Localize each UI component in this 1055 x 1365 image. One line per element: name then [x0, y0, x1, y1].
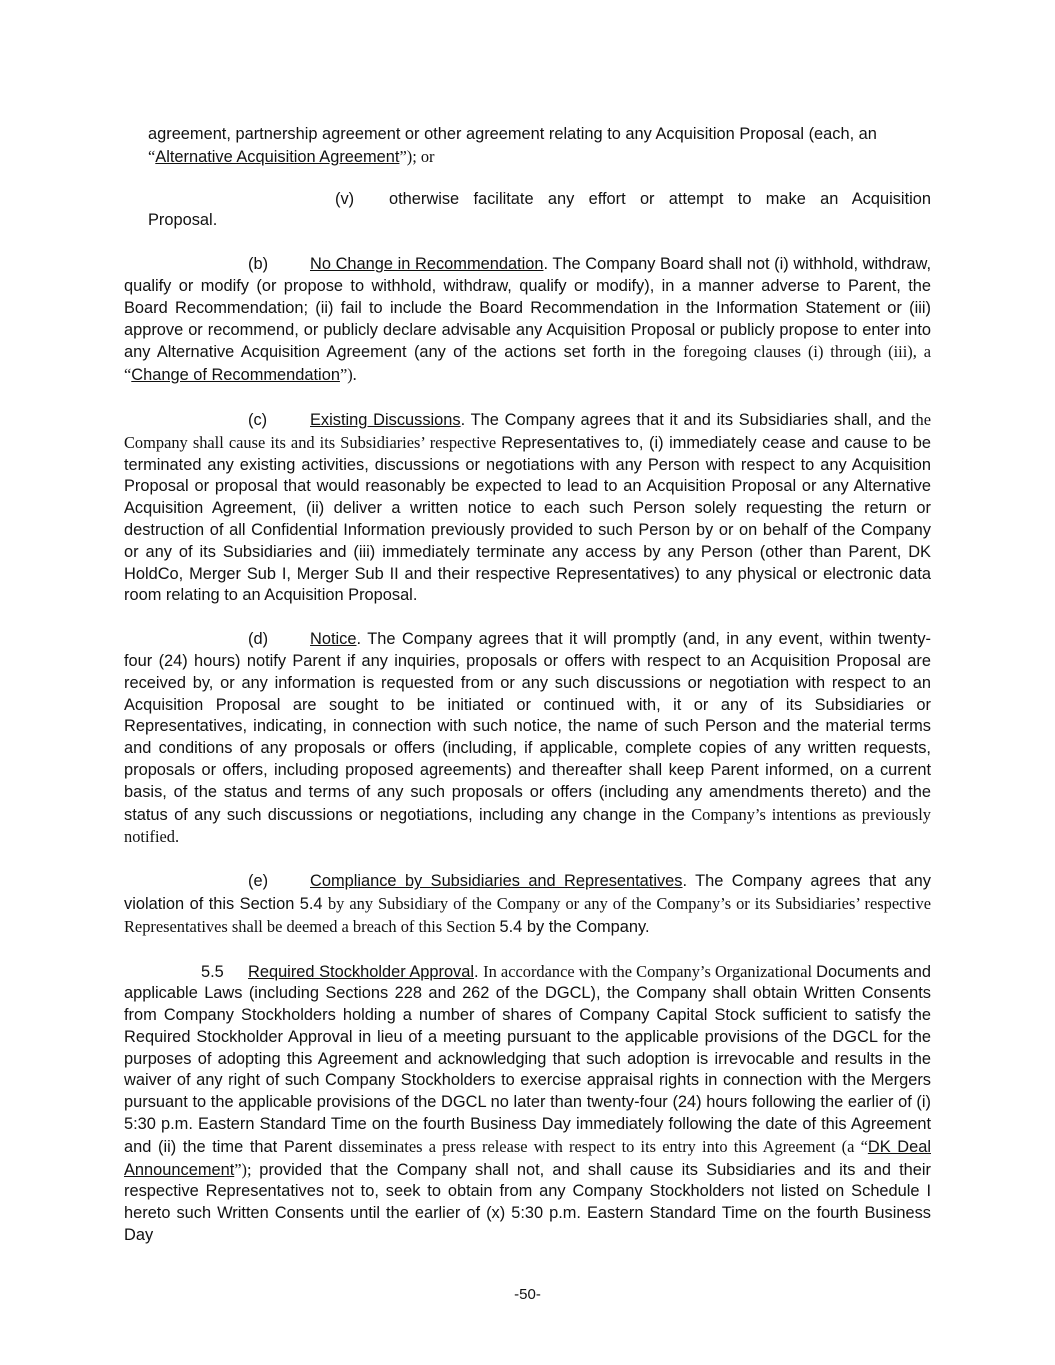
section-5-5-body-serif-2: disseminates a press release with respect to its entry into this Agreement (a “	[338, 1136, 868, 1156]
sub-clause-v-continuation: Proposal.	[148, 211, 218, 230]
paragraph-c-body-2: Representatives to, (i) immediately cease and cause to be terminated any existing activities, discussions or negotiations with any Person with respect to any Acquisition Proposal or proposal that would reasonably be expected to lead to an Acquisition Proposal or any Alternative Acquisition Agreement, (ii) deliver a written notice to each such Person solely requesting the return or destruction of all Confidential Information previously provided to such Person by or on behalf of the Company or any of its Subsidiaries and (iii) immediately terminate any access by any Person (other than Parent, DK HoldCo, Merger Sub I, Merger Sub II and their respective Representatives) to any physical or electronic data room relating to an Acquisition Proposal.	[124, 433, 931, 605]
document-page	[124, 124, 931, 1269]
section-5-5-heading: Required Stockholder Approval	[248, 962, 475, 981]
sub-clause-v	[124, 189, 931, 211]
paragraph-b-heading: No Change in Recommendation	[310, 255, 544, 274]
paragraph-e	[124, 871, 931, 938]
paragraph-d-heading: Notice	[310, 630, 357, 649]
section-5-5-body-serif-3: ”);	[234, 1159, 260, 1179]
intro-close: ”); or	[399, 146, 435, 166]
page-number: -50-	[514, 1286, 541, 1303]
intro-line: agreement, partnership agreement or other agreement relating to any Acquisition Proposal (each, an	[148, 125, 877, 143]
sub-clause-v-text: otherwise facilitate any effort or attempt to make an Acquisition	[389, 189, 931, 208]
paragraph-e-body-serif: by any Subsidiary of the Company or any of the Company’s or its Subsidiaries’ respective Representatives shall be deemed a breach of this Section	[124, 893, 931, 936]
section-5-5-body-1: .	[474, 962, 484, 981]
paragraph-b-body-serif: foregoing clauses (i) through (iii), a “	[124, 342, 931, 385]
alternative-acquisition-agreement-term: Alternative Acquisition Agreement	[155, 147, 400, 166]
paragraph-b	[124, 254, 931, 387]
section-5-5	[124, 961, 931, 1247]
section-5-5-body-3: provided that the Company shall not, and shall cause its Subsidiaries and its and their respective Representatives not to, seek to obtain from any Company Stockholders not listed on Schedule I hereto such Written Consents until the earlier of (x) 5:30 p.m. Eastern Standard Time on the fourth Business Day	[124, 1160, 931, 1245]
paragraph-e-heading: Compliance by Subsidiaries and Representatives	[310, 872, 683, 891]
paragraph-e-body-1: . The Company agrees that any violation of this Section 5.4	[124, 872, 931, 913]
intro-paragraph	[124, 124, 931, 169]
paragraph-d-body: . The Company agrees that it will promptly (and, in any event, within twenty-four (24) hours) notify Parent if any inquiries, proposals or offers with respect to an Acquisition Proposal are received by, or any information is requested from or any such discussions or negotiation with respect to an Acquisition Proposal are sought to be initiated or continued with, it or any of its Subsidiaries or Representatives, indicating, in connection with such notice, the name of such Person and the material terms and conditions of any proposals or offers (including, if applicable, complete copies of any written requests, proposals or offers, including proposed agreements) and thereafter shall keep Parent informed, on a current basis, of the status and terms of any such proposals or offers (including any amendments thereto) and the status of any such discussions or negotiations, including any change in the	[124, 630, 931, 824]
section-5-5-label: 5.5	[201, 962, 224, 981]
sub-clause-v-label: (v)	[335, 189, 355, 208]
paragraph-d-body-serif: Company’s intentions as previously notified.	[124, 804, 931, 847]
paragraph-e-body-2: 5.4 by the Company.	[499, 917, 650, 936]
paragraph-c-body-serif: the Company shall cause its and its Subsidiaries’ respective	[124, 409, 932, 452]
section-5-5-body-2: Documents and applicable Laws (including Sections 228 and 262 of the DGCL), the Company shall obtain Written Consents from Company Stockholders holding a number of shares of Company Capital Stock sufficient to satisfy the Required Stockholder Approval in lieu of a meeting pursuant to the applicable provisions of the DGCL for the purposes of adopting this Agreement and acknowledging that such adoption is irrevocable and results in the waiver of any right of such Company Stockholders to exercise appraisal rights in connection with the Mergers pursuant to the applicable provisions of the DGCL no later than twenty-four (24) hours following the earlier of (i) 5:30 p.m. Eastern Standard Time on the fourth Business Day immediately following the date of this Agreement and (ii) the time that Parent	[124, 962, 931, 1156]
paragraph-b-body: . The Company Board shall not (i) withhold, withdraw, qualify or modify (or propose to withhold, withdraw, qualify or modify), in a manner adverse to Parent, the Board Recommendation; (ii) fail to include the Board Recommendation in the Information Statement or (iii) approve or recommend, or publicly declare advisable any Acquisition Proposal or publicly propose to enter into any Alternative Acquisition Agreement (any of the actions set forth in the	[124, 255, 931, 362]
intro-open-quote: “	[148, 146, 156, 166]
paragraph-c	[124, 409, 931, 607]
paragraph-d	[124, 629, 931, 849]
paragraph-b-label: (b)	[248, 255, 269, 274]
paragraph-e-label: (e)	[248, 872, 269, 891]
paragraph-d-label: (d)	[248, 630, 269, 649]
dk-deal-announcement-term: DK Deal Announcement	[124, 1137, 931, 1179]
paragraph-c-label: (c)	[248, 410, 268, 429]
section-5-5-body-serif-1: In accordance with the Company’s Organizational	[483, 961, 817, 981]
paragraph-b-close: ”).	[339, 365, 357, 385]
paragraph-c-body-1: . The Company agrees that it and its Subsidiaries shall, and	[460, 410, 911, 429]
paragraph-c-heading: Existing Discussions	[310, 410, 461, 429]
change-of-recommendation-term: Change of Recommendation	[131, 366, 340, 385]
